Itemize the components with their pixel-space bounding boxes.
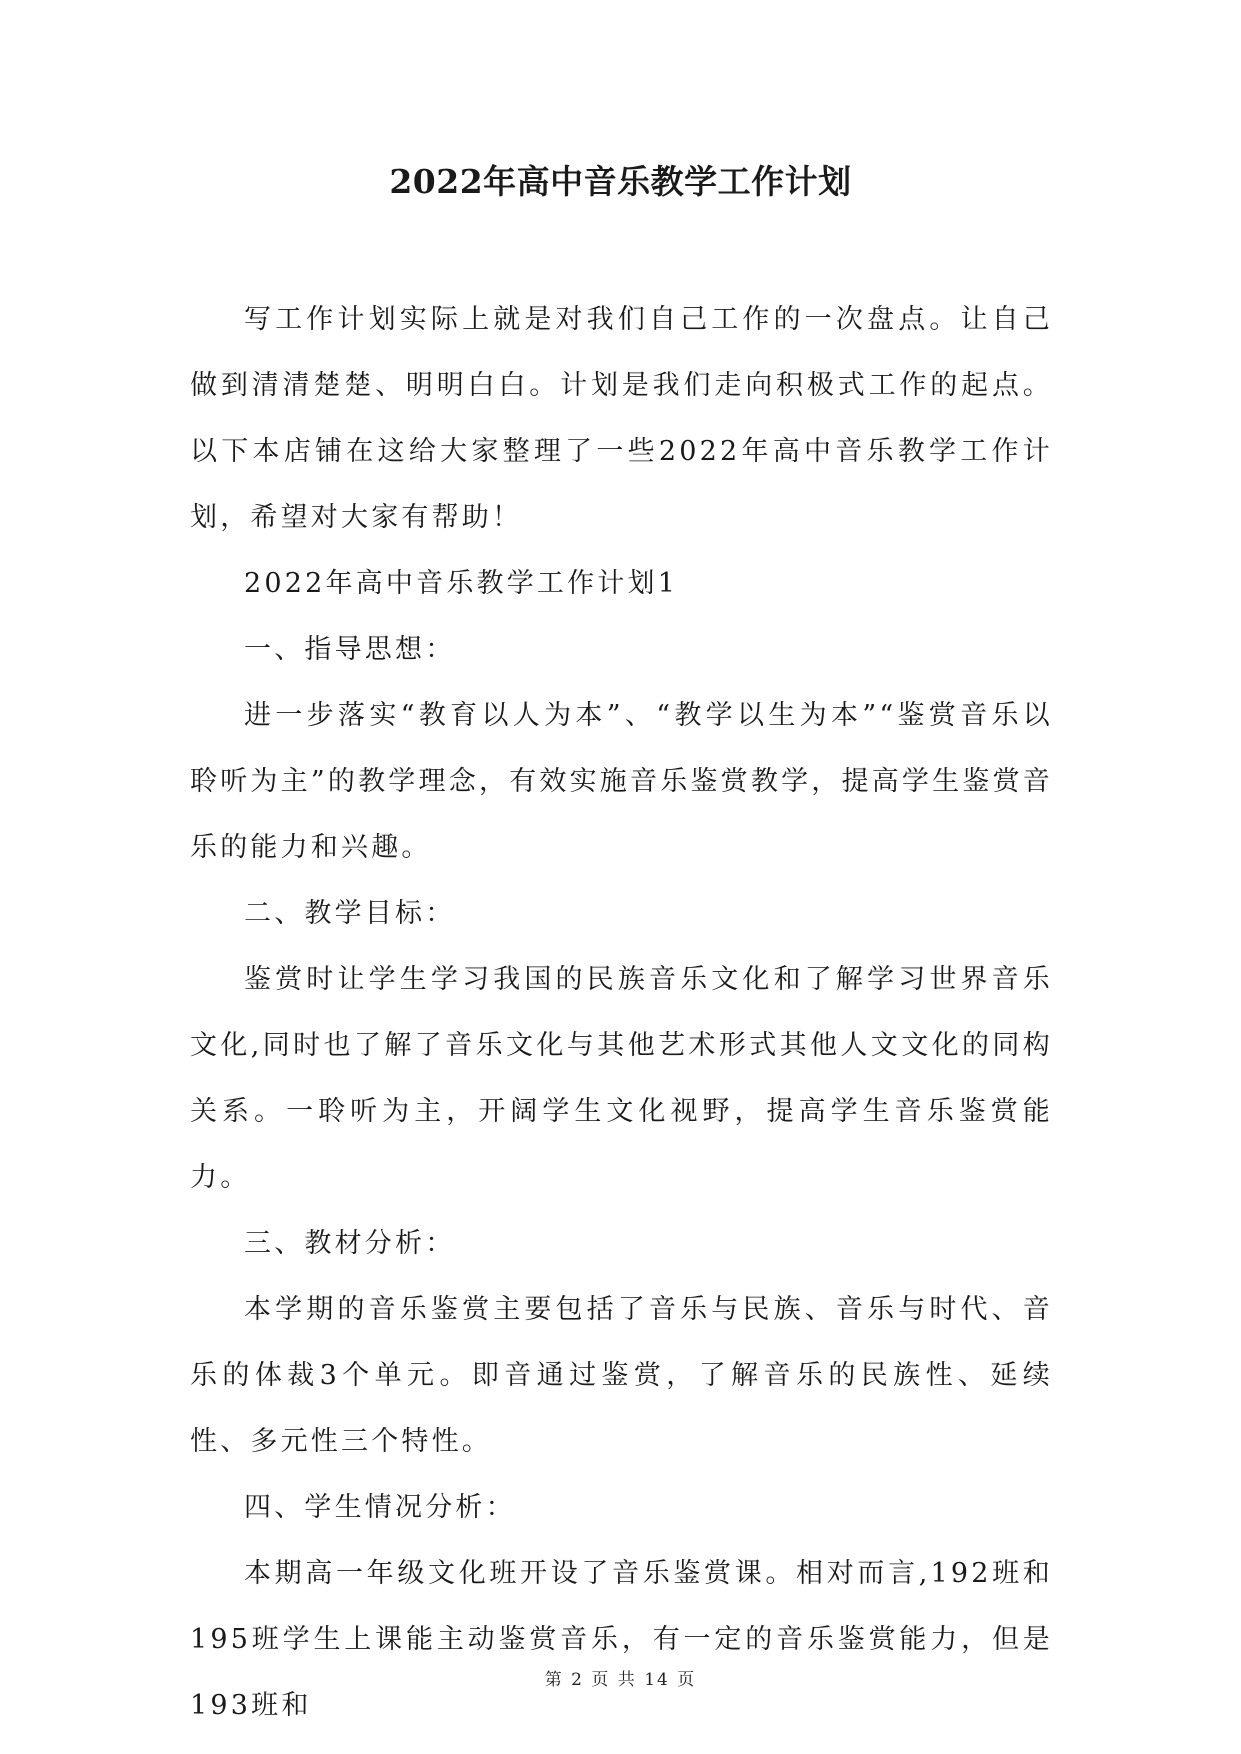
section-heading-plan-1: 2022年高中音乐教学工作计划1 [244,568,679,599]
section-heading-guiding-thought: 一、指导思想： [244,634,456,665]
section-heading-student-analysis: 四、学生情况分析： [244,1492,516,1523]
page-footer: 第 2 页 共 14 页 [544,1670,697,1690]
document-body [190,287,1053,1739]
section-heading-textbook-analysis: 三、教材分析： [244,1228,456,1259]
paragraph-textbook-analysis: 本学期的音乐鉴赏主要包括了音乐与民族、音乐与时代、音乐的体裁3个单元。即音通过鉴赏，了解音乐的民族性、延续性、多元性三个特性。 [190,1294,1053,1457]
paragraph-guiding-thought: 进一步落实“教育以人为本”、“教学以生为本”“鉴赏音乐以聆听为主”的教学理念，有效实施音乐鉴赏教学，提高学生鉴赏音乐的能力和兴趣。 [190,700,1053,863]
section-heading-teaching-goals: 二、教学目标： [244,898,456,929]
paragraph-intro: 写工作计划实际上就是对我们自己工作的一次盘点。让自己做到清清楚楚、明明白白。计划是我们走向积极式工作的起点。以下本店铺在这给大家整理了一些2022年高中音乐教学工作计划，希望对大家有帮助！ [190,304,1053,533]
paragraph-teaching-goals: 鉴赏时让学生学习我国的民族音乐文化和了解学习世界音乐文化,同时也了解了音乐文化与其他艺术形式其他人文文化的同构关系。一聆听为主，开阔学生文化视野，提高学生音乐鉴赏能力。 [190,964,1053,1193]
page-title: 2022年高中音乐教学工作计划 [389,162,852,201]
paragraph-student-analysis: 本期高一年级文化班开设了音乐鉴赏课。相对而言,192班和195班学生上课能主动鉴赏音乐，有一定的音乐鉴赏能力，但是193班和 [190,1558,1053,1721]
